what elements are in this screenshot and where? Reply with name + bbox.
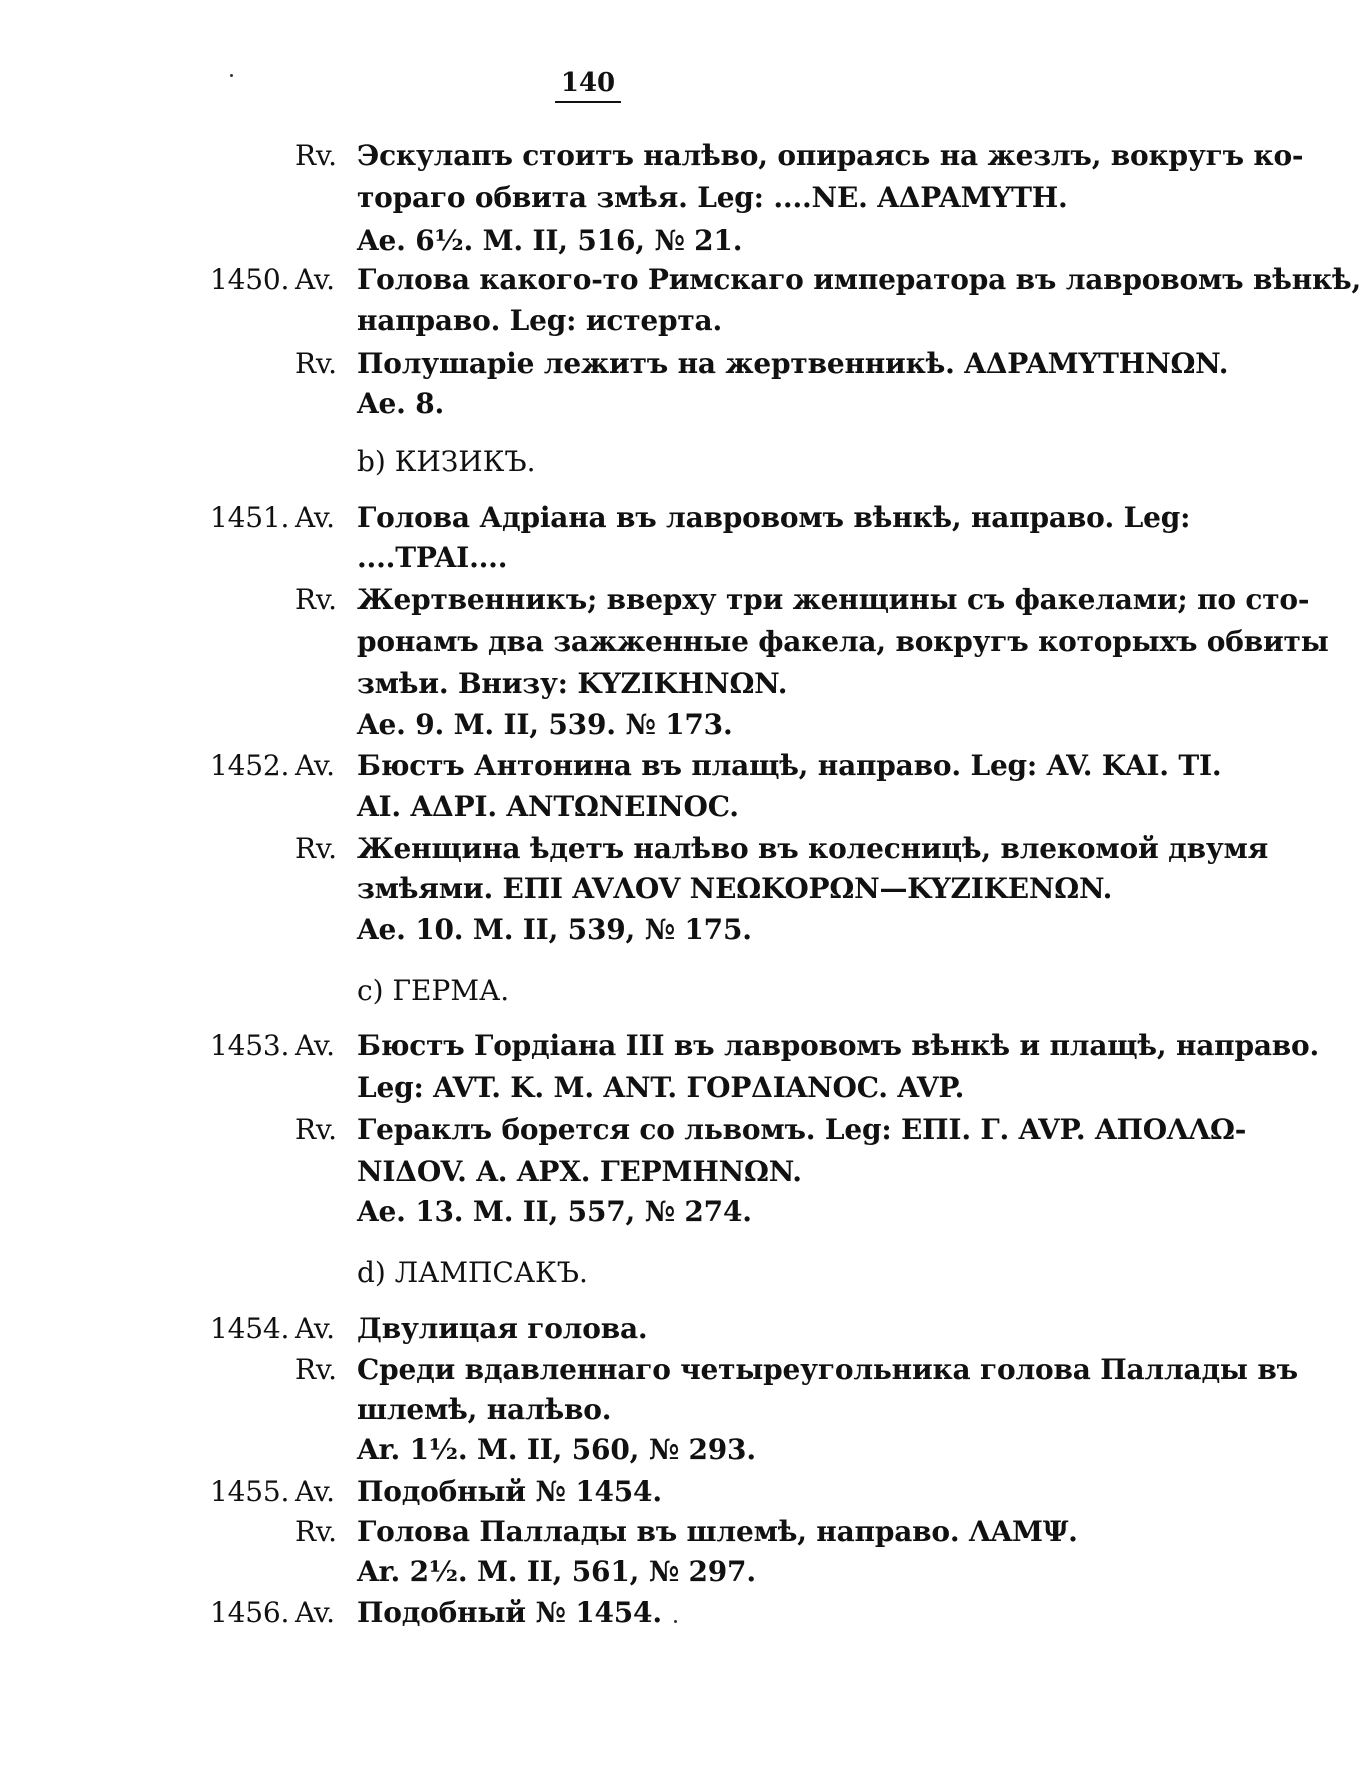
entry-text: Женщина ѣдетъ налѣво въ колесницѣ, влекомой двумя [357,832,1269,865]
entry-text: Полушаріе лежитъ на жертвенникѣ. AΔPAMYTHNΩN. [357,347,1229,380]
entry-text: шлемѣ, налѣво. [357,1393,612,1426]
entry-number: 1451. [210,501,290,534]
side-label: Rv. [295,347,337,380]
entry-number: 1456. [210,1596,290,1629]
entry-text: Ae. 13. M. II, 557, № 274. [357,1195,752,1228]
entry-text: Жертвенникъ; вверху три женщины съ факелами; по сто- [357,583,1310,616]
entry-text: NIΔOV. A. APX. ΓEPMHNΩN. [357,1155,802,1188]
section-heading: d) ЛАМПСАКЪ. [357,1256,588,1289]
side-label: Rv. [295,583,337,616]
side-label: Av. [295,1475,335,1508]
side-label: Av. [295,1029,335,1062]
entry-text: AI. AΔPI. ANTΩNEINOC. [357,790,739,823]
side-label: Av. [295,749,335,782]
entry-text: Голова Адріана въ лавровомъ вѣнкѣ, направо. Leg: [357,501,1191,534]
side-label: Av. [295,1312,335,1345]
section-heading: c) ГЕРМА. [357,974,510,1007]
section-heading: b) КИЗИКЪ. [357,445,536,478]
entry-text: ....TPAI.... [357,541,508,574]
side-label: Rv. [295,1113,337,1146]
side-label: Rv. [295,1353,337,1386]
entry-text: Гераклъ борется со львомъ. Leg: ЕПІ. Г. AVP. AПOΛΛΩ- [357,1113,1247,1146]
entry-text: Эскулапъ стоитъ налѣво, опираясь на жезлъ, вокругъ ко- [357,139,1304,172]
entry-number: 1455. [210,1475,290,1508]
entry-text: тораго обвита змѣя. Leg: ....NE. AΔPAMYTH. [357,181,1068,214]
entry-text: змѣи. Внизу: KYZIKHNΩN. [357,667,788,700]
entry-text: Подобный № 1454. [357,1596,662,1629]
entry-text: Голова какого-то Римскаго императора въ лавровомъ вѣнкѣ, [357,263,1361,296]
entry-number: 1450. [210,263,290,296]
entry-text: Подобный № 1454. [357,1475,662,1508]
side-label: Av. [295,1596,335,1629]
side-label: Rv. [295,139,337,172]
entry-text: Двулицая голова. [357,1312,648,1345]
side-label: Rv. [295,832,337,865]
entry-text: Голова Паллады въ шлемѣ, направо. ΛAMΨ. [357,1515,1078,1548]
entry-text: Ar. 2½. M. II, 561, № 297. [357,1555,756,1588]
speck [230,74,233,77]
entry-text: Ar. 1½. M. II, 560, № 293. [357,1433,756,1466]
entry-text: Leg: AVT. K. M. ANT. ΓOPΔIANOC. AVP. [357,1071,965,1104]
entry-text: направо. Leg: истерта. [357,304,723,337]
side-label: Rv. [295,1515,337,1548]
speck [674,1620,677,1623]
entry-text: Ae. 10. M. II, 539, № 175. [357,913,752,946]
entry-number: 1452. [210,749,290,782]
entry-number: 1454. [210,1312,290,1345]
entry-text: Ae. 8. [357,387,445,420]
entry-text: змѣями. ЕПІ AVΛOV NEΩKOPΩN—KYZIKENΩN. [357,872,1113,905]
entry-number: 1453. [210,1029,290,1062]
entry-text: ронамъ два зажженные факела, вокругъ которыхъ обвиты [357,625,1329,658]
entry-text: Бюстъ Гордіана III въ лавровомъ вѣнкѣ и плащѣ, направо. [357,1029,1320,1062]
entry-text: Ae. 6½. M. II, 516, № 21. [357,224,743,257]
entry-text: Бюстъ Антонина въ плащѣ, направо. Leg: AV. KAI. TI. [357,749,1222,782]
entry-text: Среди вдавленнаго четыреугольника голова Паллады въ [357,1353,1298,1386]
side-label: Av. [295,501,335,534]
side-label: Av. [295,263,335,296]
entry-text: Ae. 9. M. II, 539. № 173. [357,708,733,741]
page-number: 140 [0,66,1140,103]
